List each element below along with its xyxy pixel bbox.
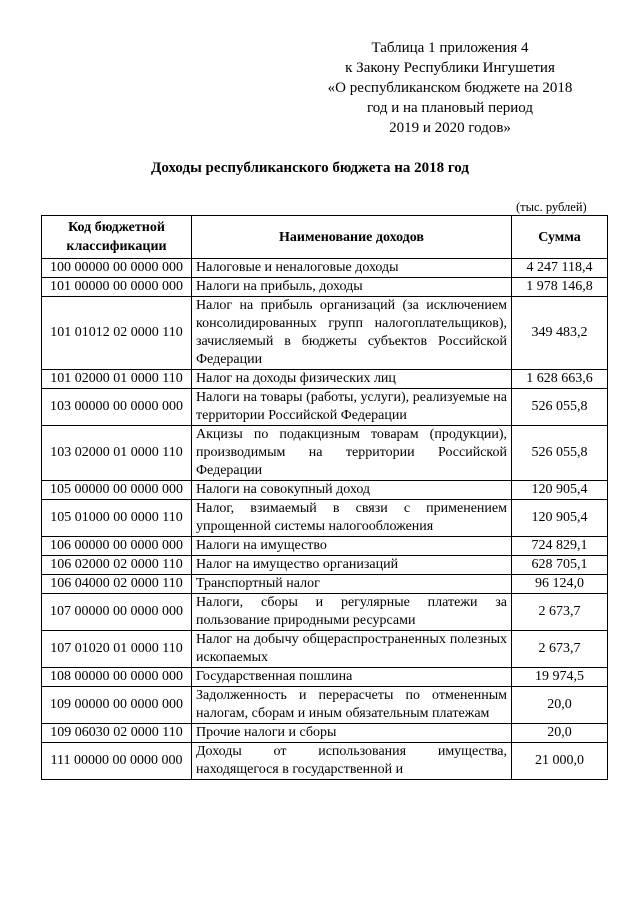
name-cell: Государственная пошлина [192,668,512,687]
name-cell: Транспортный налог [192,575,512,594]
name-cell: Налог на имущество организаций [192,556,512,575]
sum-cell: 20,0 [512,724,608,743]
table-row [42,631,608,668]
code-cell: 109 00000 00 0000 000 [42,687,192,724]
appendix-header [300,38,600,138]
sum-cell: 4 247 118,4 [512,259,608,278]
name-cell: Задолженность и перерасчеты по отмененным налогам, сборам и иным обязательным платежам [192,687,512,724]
table-row [42,297,608,370]
table-row [42,594,608,631]
sum-cell: 2 673,7 [512,631,608,668]
name-cell: Налог на прибыль организаций (за исключением консолидированных групп налогоплательщиков), зачисляемый в бюджеты субъектов Российской Федерации [192,297,512,370]
column-header-name: Наименование доходов [192,216,512,259]
sum-cell: 96 124,0 [512,575,608,594]
table-row [42,500,608,537]
table-row [42,481,608,500]
appendix-header-line: Таблица 1 приложения 4 [371,40,529,56]
sum-cell: 349 483,2 [512,297,608,370]
code-cell: 101 01012 02 0000 110 [42,297,192,370]
appendix-header-line: 2019 и 2020 годов» [389,120,511,136]
table-row [42,556,608,575]
sum-cell: 120 905,4 [512,481,608,500]
document-title: Доходы республиканского бюджета на 2018 год [151,160,469,176]
table-row [42,370,608,389]
table-row [42,278,608,297]
name-cell: Налоговые и неналоговые доходы [192,259,512,278]
table-header-row [42,216,608,259]
sum-cell: 1 978 146,8 [512,278,608,297]
table-row [42,668,608,687]
sum-cell: 1 628 663,6 [512,370,608,389]
table-row [42,426,608,481]
sum-cell: 724 829,1 [512,537,608,556]
table-row [42,724,608,743]
name-cell: Прочие налоги и сборы [192,724,512,743]
name-cell: Налоги на товары (работы, услуги), реализуемые на территории Российской Федерации [192,389,512,426]
table-row [42,389,608,426]
code-cell: 101 00000 00 0000 000 [42,278,192,297]
table-row [42,687,608,724]
sum-cell: 21 000,0 [512,743,608,780]
name-cell: Налоги на имущество [192,537,512,556]
sum-cell: 526 055,8 [512,389,608,426]
column-header-code: Код бюджетной классификации [42,216,192,259]
table-row [42,743,608,780]
name-cell: Налог на добычу общераспространенных полезных ископаемых [192,631,512,668]
table-row [42,259,608,278]
code-cell: 107 01020 01 0000 110 [42,631,192,668]
code-cell: 108 00000 00 0000 000 [42,668,192,687]
sum-cell: 628 705,1 [512,556,608,575]
table-body [42,259,608,780]
table-row [42,575,608,594]
code-cell: 111 00000 00 0000 000 [42,743,192,780]
code-cell: 103 00000 00 0000 000 [42,389,192,426]
code-cell: 105 01000 00 0000 110 [42,500,192,537]
code-cell: 105 00000 00 0000 000 [42,481,192,500]
appendix-header-line: «О республиканском бюджете на 2018 [327,80,573,96]
code-cell: 106 00000 00 0000 000 [42,537,192,556]
name-cell: Налоги на прибыль, доходы [192,278,512,297]
code-cell: 109 06030 02 0000 110 [42,724,192,743]
name-cell: Налог на доходы физических лиц [192,370,512,389]
code-cell: 101 02000 01 0000 110 [42,370,192,389]
sum-cell: 19 974,5 [512,668,608,687]
appendix-header-line: к Закону Республики Ингушетия [345,60,555,76]
sum-cell: 20,0 [512,687,608,724]
code-cell: 107 00000 00 0000 000 [42,594,192,631]
column-header-sum: Сумма [512,216,608,259]
code-cell: 100 00000 00 0000 000 [42,259,192,278]
name-cell: Доходы от использования имущества, находящегося в государственной и [192,743,512,780]
table-row [42,537,608,556]
appendix-header-line: год и на плановый период [367,100,533,116]
code-cell: 106 04000 02 0000 110 [42,575,192,594]
name-cell: Налоги на совокупный доход [192,481,512,500]
sum-cell: 526 055,8 [512,426,608,481]
units-note: (тыс. рублей) [516,200,587,214]
name-cell: Налоги, сборы и регулярные платежи за пользование природными ресурсами [192,594,512,631]
name-cell: Налог, взимаемый в связи с применением упрощенной системы налогообложения [192,500,512,537]
name-cell: Акцизы по подакцизным товарам (продукции), производимым на территории Российской Федерации [192,426,512,481]
code-cell: 103 02000 01 0000 110 [42,426,192,481]
income-table [41,215,608,780]
sum-cell: 2 673,7 [512,594,608,631]
sum-cell: 120 905,4 [512,500,608,537]
code-cell: 106 02000 02 0000 110 [42,556,192,575]
